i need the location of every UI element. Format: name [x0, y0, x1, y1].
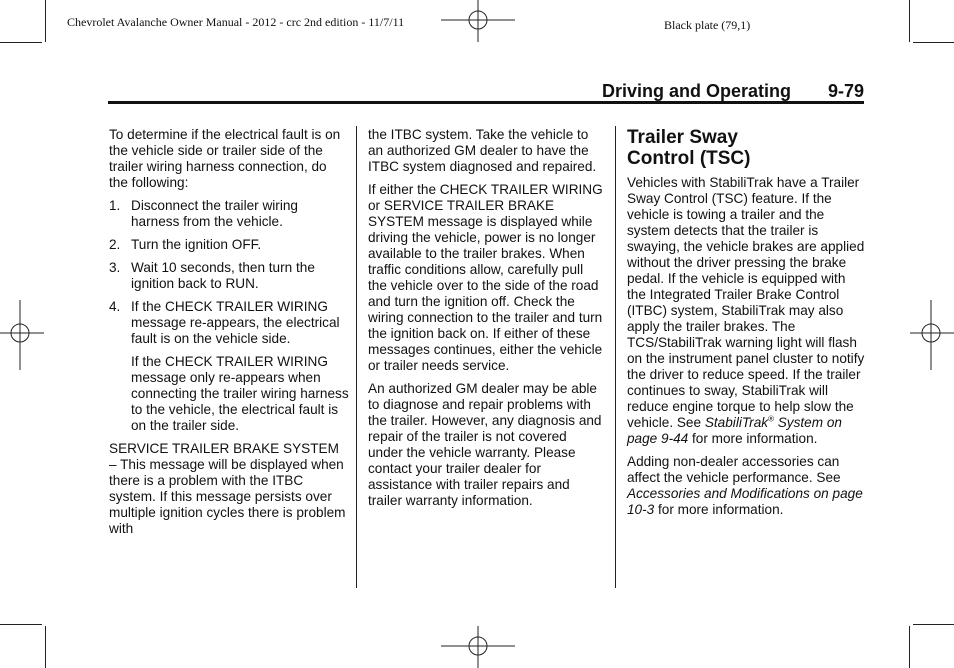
steps-list: [109, 198, 349, 434]
column-3: [627, 127, 865, 525]
list-item: [109, 237, 349, 253]
warning-paragraph: If either the CHECK TRAILER WIRING or SERVICE TRAILER BRAKE SYSTEM message is displayed while driving the vehicle, power is no longer available to the trailer brakes. When traffic conditions allow, carefully pull the vehicle over to the side of the road and turn the ignition off. Check the wiring connection to the trailer and turn the ignition back on. If either of these messages continues, either the vehicle or trailer needs service.: [368, 182, 603, 373]
section-title: [627, 127, 865, 169]
crop-mark-top-left-h: [0, 42, 42, 43]
column-divider-2: [615, 126, 616, 588]
step-number: 2.: [109, 237, 121, 252]
list-item: [109, 260, 349, 292]
accessories-paragraph: [627, 454, 865, 518]
crop-mark-bottom-right-h: [913, 624, 954, 625]
crop-mark-bottom-left-v: [45, 626, 46, 668]
service-paragraph: SERVICE TRAILER BRAKE SYSTEM – This message will be displayed when there is a problem with the ITBC system. If this message persists over multiple ignition cycles there is problem with: [109, 441, 346, 536]
crop-mark-bottom-left-h: [0, 624, 42, 625]
section-name: Driving and Operating: [602, 81, 792, 101]
step-text: Turn the ignition OFF.: [131, 237, 262, 252]
registration-mark-top-icon: [441, 0, 515, 42]
dealer-paragraph: An authorized GM dealer may be able to diagnose and repair problems with the trailer. However, any diagnosis and repair of the trailer is not covered under the vehicle warranty. Please contact your trailer dealer for assistance with trailer repairs and trailer warranty information.: [368, 381, 602, 508]
step-text: If the CHECK TRAILER WIRING message re-appears, the electrical fault is on the vehicle side.: [131, 299, 340, 346]
intro-paragraph: To determine if the electrical fault is on the vehicle side or trailer side of the trailer wiring harness connection, do the following:: [109, 127, 341, 190]
registered-mark: ®: [768, 414, 774, 424]
column-divider-1: [356, 126, 357, 588]
registration-mark-right-icon: [910, 300, 954, 370]
column-1: [109, 127, 349, 544]
step-text-continued: If the CHECK TRAILER WIRING message only re-appears when connecting the trailer wiring harness to the vehicle, the electrical fault is on the trailer side.: [131, 354, 349, 433]
crop-mark-bottom-right-v: [909, 626, 910, 668]
manual-header: Chevrolet Avalanche Owner Manual - 2012 - crc 2nd edition - 11/7/11: [67, 15, 405, 29]
list-item: [109, 299, 349, 434]
crop-mark-top-right-v: [909, 0, 910, 42]
registration-mark-bottom-icon: [441, 626, 515, 668]
column-2: [368, 127, 604, 516]
stabilitrak-ref-page: System on page 9-44: [627, 415, 842, 446]
stabilitrak-ref-text: StabiliTrak: [704, 415, 769, 430]
tsc-tail: for more information.: [692, 431, 818, 446]
crop-mark-top-right-h: [913, 42, 954, 43]
registration-mark-left-icon: [0, 300, 44, 370]
accessories-reference-link[interactable]: Accessories and Modifications on page 10-3: [627, 486, 863, 517]
list-item: [109, 198, 349, 230]
accessories-text: Adding non-dealer accessories can affect the vehicle performance. See: [627, 454, 841, 485]
crop-mark-top-left-v: [45, 0, 46, 42]
tsc-text: Vehicles with StabiliTrak have a Trailer Sway Control (TSC) feature. If the vehicle is towing a trailer and the system detects that the trailer is swaying, the vehicle brakes are applied without the driver pressing the brake pedal. If the vehicle is equipped with the Integrated Trailer Brake Control (ITBC) system, StabiliTrak may also apply the trailer brakes. The TCS/StabiliTrak warning light will flash on the instrument panel cluster to notify the driver to reduce speed. If the trailer continues to sway, StabiliTrak will reduce engine torque to help slow the vehicle. See: [627, 175, 865, 430]
tsc-paragraph: [627, 175, 865, 447]
step-number: 3.: [109, 260, 121, 275]
section-title-line-2: Control (TSC): [627, 148, 751, 169]
itbc-paragraph: the ITBC system. Take the vehicle to an authorized GM dealer to have the ITBC system diagnosed and repaired.: [368, 127, 597, 174]
step-number: 1.: [109, 198, 121, 213]
step-text: Wait 10 seconds, then turn the ignition back to RUN.: [131, 260, 315, 291]
page-number: 9-79: [827, 81, 864, 101]
section-title-line-1: Trailer Sway: [627, 127, 738, 148]
step-text: Disconnect the trailer wiring harness from the vehicle.: [131, 198, 298, 229]
accessories-tail: for more information.: [658, 502, 784, 517]
header-rule: [108, 101, 864, 104]
step-number: 4.: [109, 299, 121, 314]
plate-label: Black plate (79,1): [664, 18, 751, 32]
